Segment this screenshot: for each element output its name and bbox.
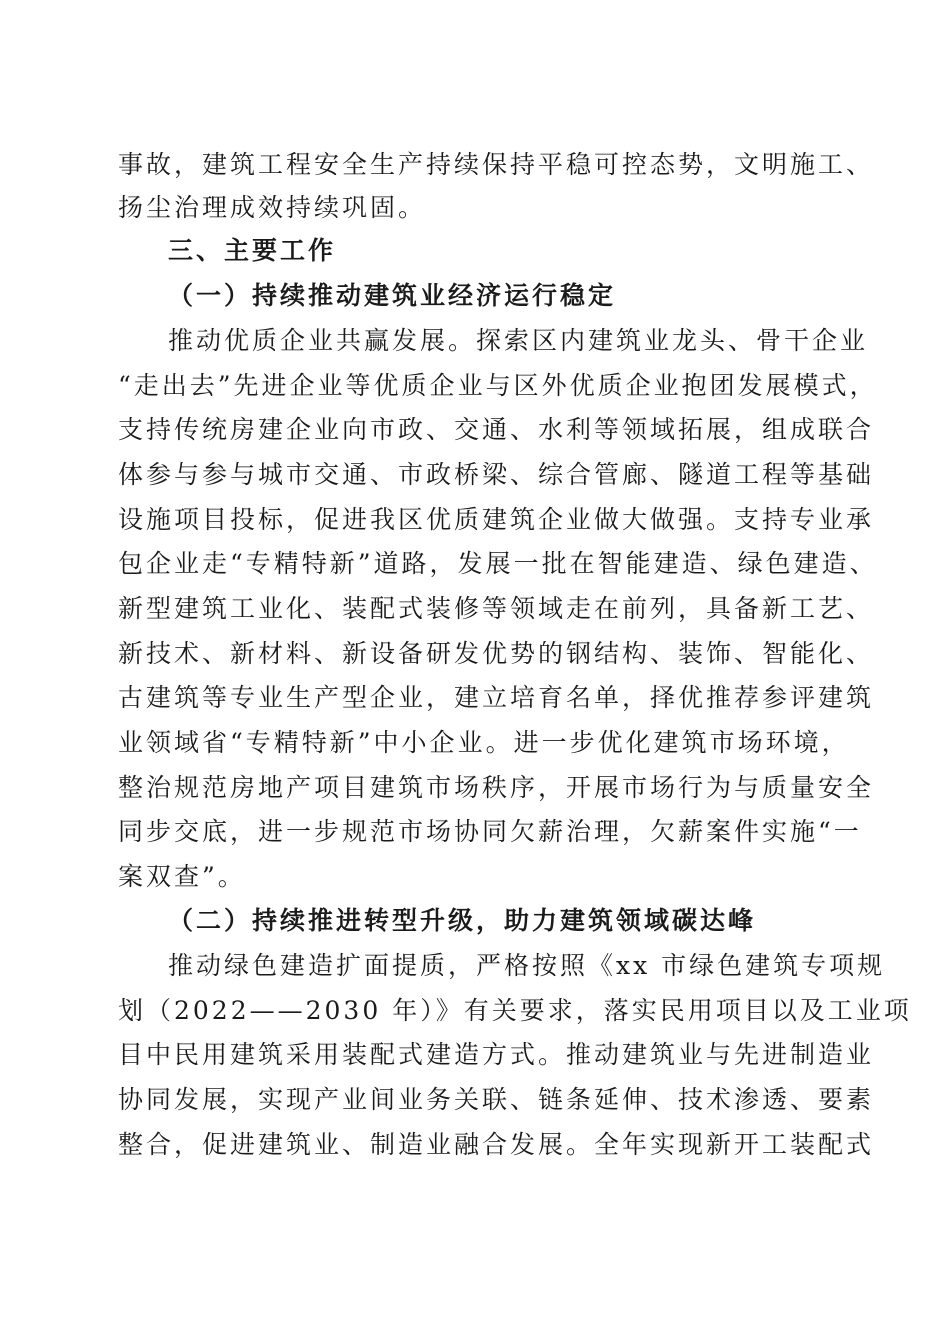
section-heading: 三、主要工作 <box>168 236 337 265</box>
paragraph-line: 支持传统房建企业向市政、交通、水利等领域拓展，组成联合 <box>118 415 875 444</box>
paragraph-line: 推动绿色建造扩面提质，严格按照《xx 市绿色建筑专项规 <box>168 951 886 980</box>
paragraph-line: 事故，建筑工程安全生产持续保持平稳可控态势，文明施工、 <box>118 150 875 179</box>
paragraph-line: 整治规范房地产项目建筑市场秩序，开展市场行为与质量安全 <box>118 773 875 802</box>
paragraph-line: 划（2022——2030 年）》有关要求，落实民用项目以及工业项 <box>118 996 912 1025</box>
paragraph-line: 业领域省“专精特新”中小企业。进一步优化建筑市场环境， <box>118 728 850 757</box>
paragraph-line: 同步交底，进一步规范市场协同欠薪治理，欠薪案件实施“一 <box>118 817 862 846</box>
paragraph-line: 新型建筑工业化、装配式装修等领域走在前列，具备新工艺、 <box>118 594 875 623</box>
paragraph-line: 扬尘治理成效持续巩固。 <box>118 193 427 222</box>
paragraph-line: 古建筑等专业生产型企业，建立培育名单，择优推荐参评建筑 <box>118 683 875 712</box>
paragraph-line: 案双查”。 <box>118 862 246 891</box>
paragraph-line: 目中民用建筑采用装配式建造方式。推动建筑业与先进制造业 <box>118 1040 875 1069</box>
paragraph-line: 新技术、新材料、新设备研发优势的钢结构、装饰、智能化、 <box>118 639 875 668</box>
paragraph-line: 体参与参与城市交通、市政桥梁、综合管廊、隧道工程等基础 <box>118 460 875 489</box>
subsection-heading: （二）持续推进转型升级，助力建筑领域碳达峰 <box>168 906 757 935</box>
paragraph-line: 设施项目投标，促进我区优质建筑企业做大做强。支持专业承 <box>118 505 875 534</box>
subsection-heading: （一）持续推动建筑业经济运行稳定 <box>168 281 617 310</box>
paragraph-line: 包企业走“专精特新”道路，发展一批在智能建造、绿色建造、 <box>118 549 878 578</box>
paragraph-line: “走出去”先进企业等优质企业与区外优质企业抱团发展模式， <box>118 371 878 400</box>
paragraph-line: 协同发展，实现产业间业务关联、链条延伸、技术渗透、要素 <box>118 1085 875 1114</box>
paragraph-line: 推动优质企业共赢发展。探索区内建筑业龙头、骨干企业 <box>168 326 869 355</box>
paragraph-line: 整合，促进建筑业、制造业融合发展。全年实现新开工装配式 <box>118 1130 875 1159</box>
